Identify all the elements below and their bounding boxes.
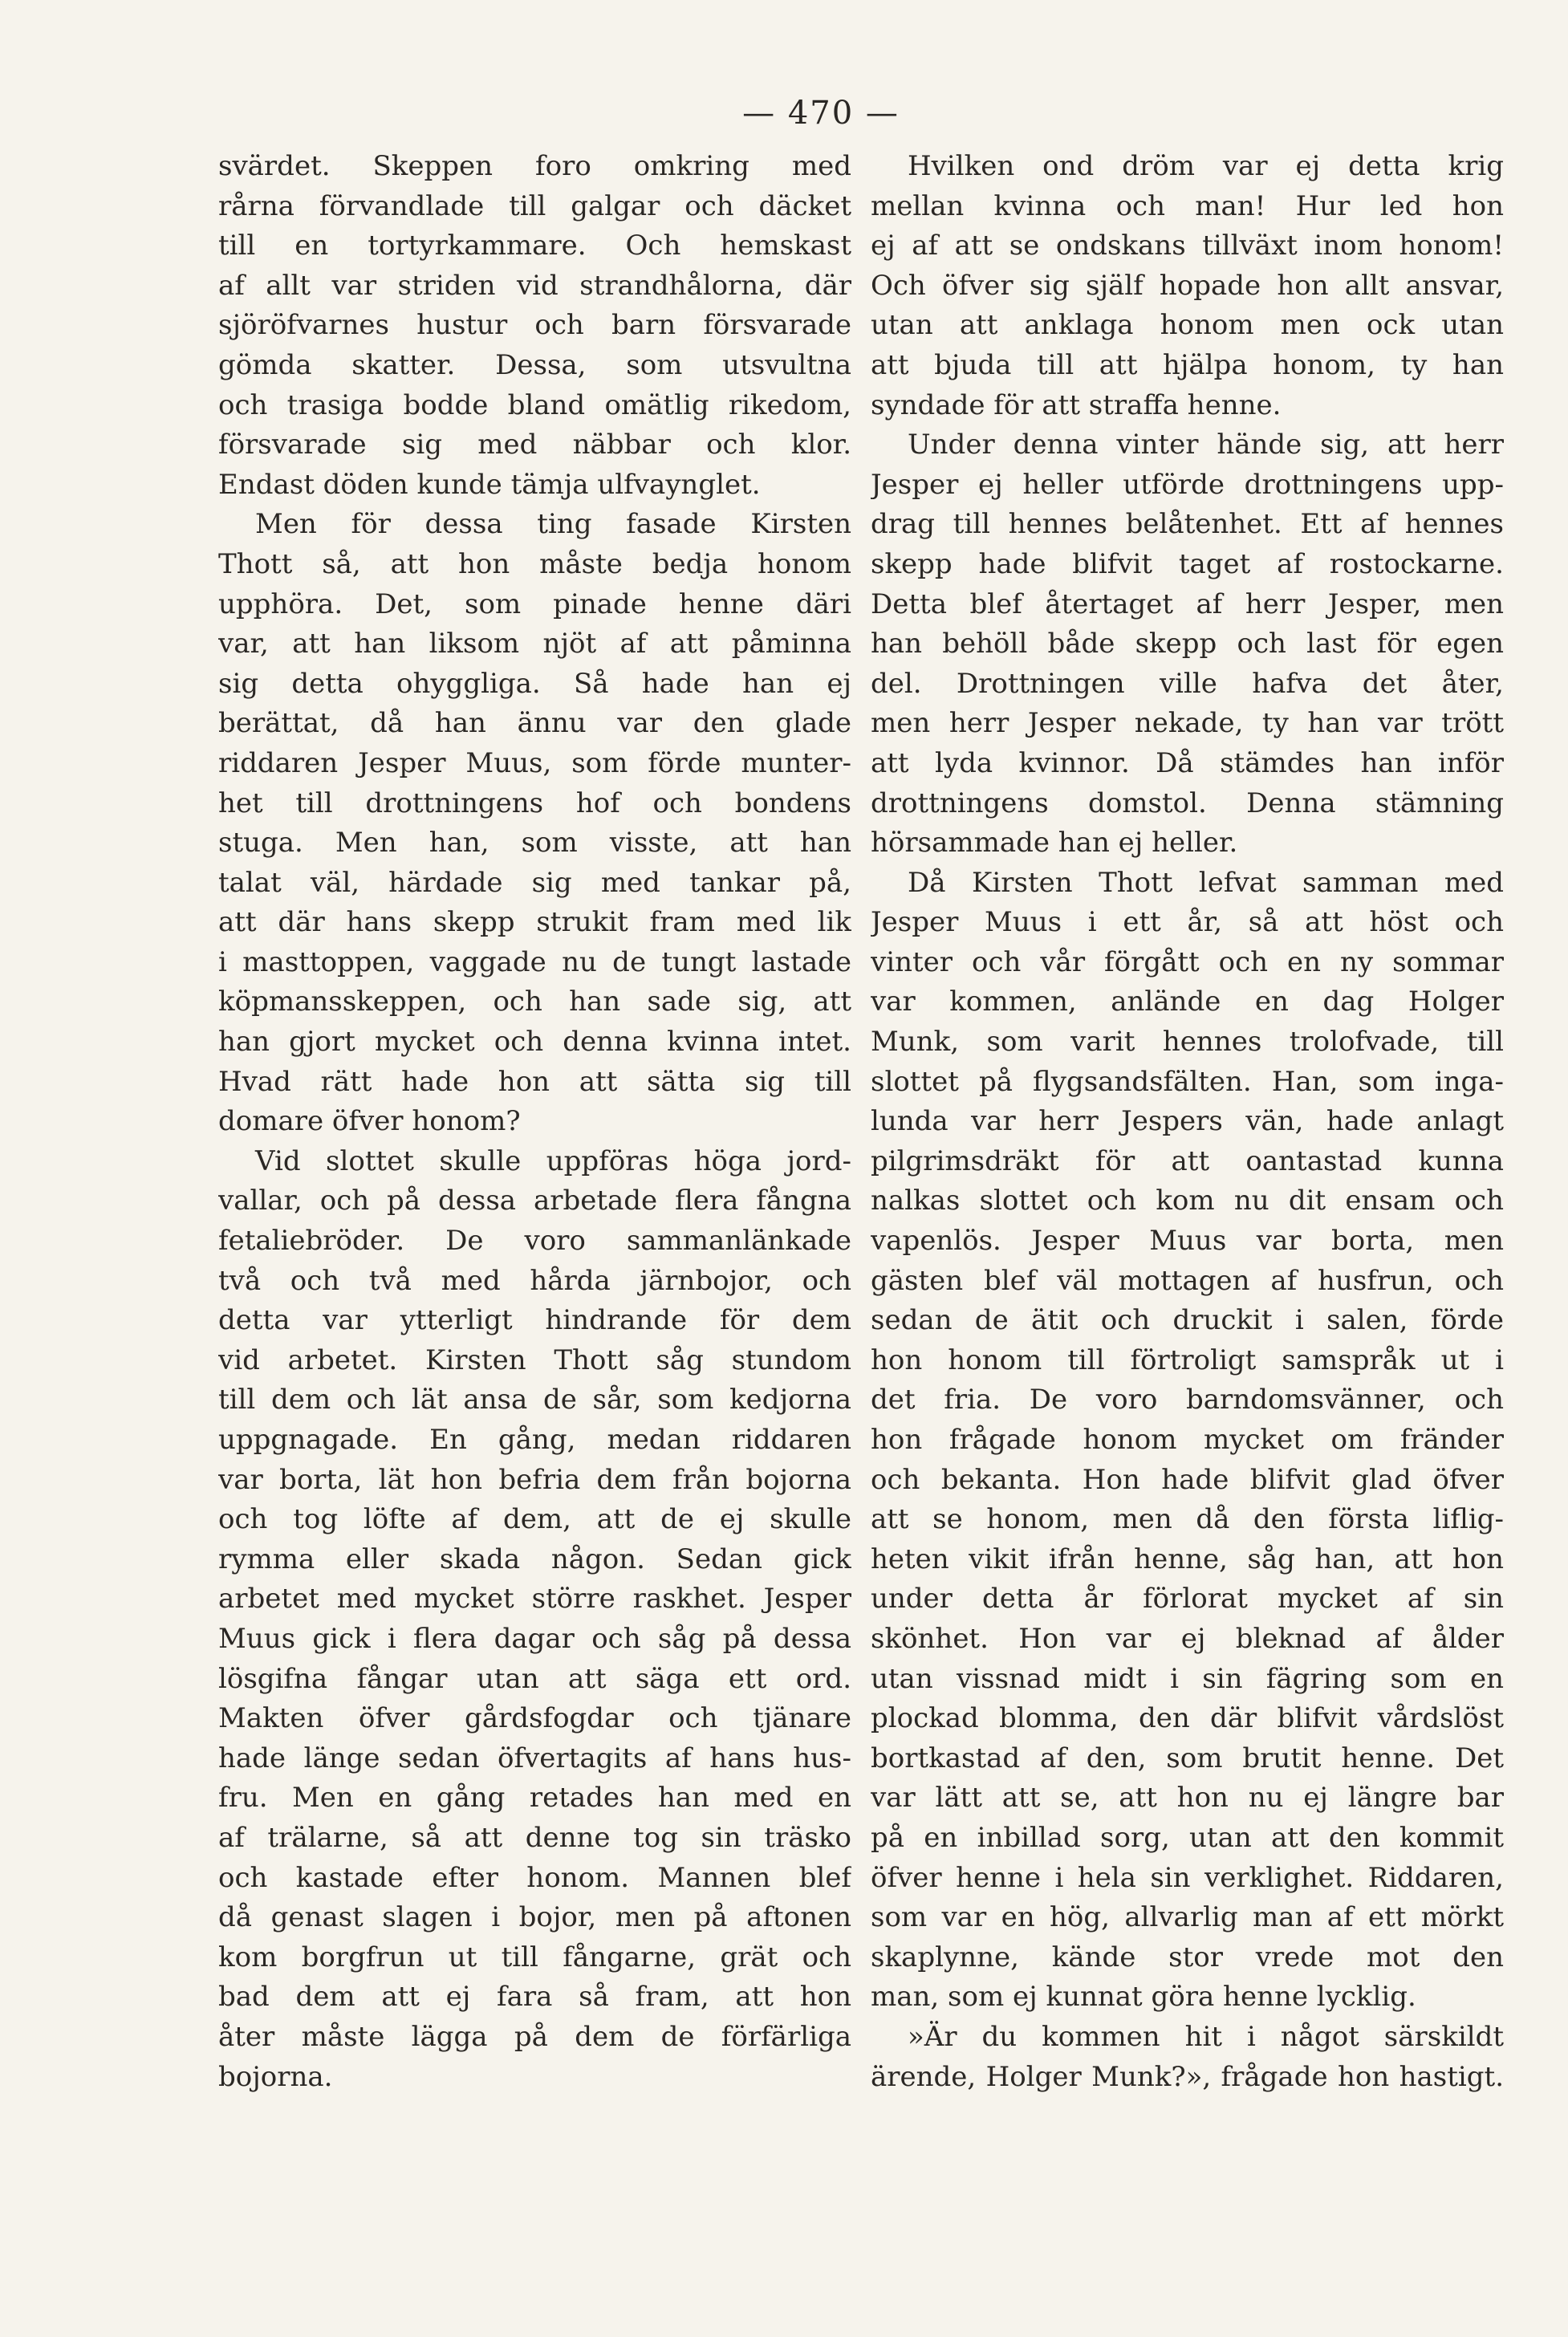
text-line: mellan kvinna och man! Hur led hon [871, 189, 1504, 222]
text-line: han gjort mycket och denna kvinna intet. [218, 1026, 851, 1059]
text-line: sig detta ohyggliga. Så hade han ej [218, 667, 851, 700]
text-line: nalkas slottet och kom nu dit ensam och [871, 1185, 1504, 1217]
text-line: berättat, då han ännu var den glade [218, 707, 851, 740]
text-line: heten vikit ifrån henne, såg han, att hon [871, 1542, 1504, 1575]
text-line: af allt var striden vid strandhålorna, där [218, 269, 851, 302]
text-line: bad dem att ej fara så fram, att hon [218, 1981, 851, 2014]
text-line: vid arbetet. Kirsten Thott såg stundom [218, 1343, 851, 1376]
text-line: i masttoppen, vaggade nu de tungt lastade [218, 945, 851, 978]
text-line: syndade för att straffa henne. [871, 388, 1282, 421]
text-line: rymma eller skada någon. Sedan gick [218, 1542, 851, 1575]
text-line: Munk, som varit hennes trolofvade, till [871, 1026, 1504, 1059]
text-line: uppgnagade. En gång, medan riddaren [218, 1424, 851, 1456]
text-line: hon frågade honom mycket om fränder [871, 1424, 1504, 1456]
text-line: Muus gick i flera dagar och såg på dessa [218, 1622, 851, 1655]
text-line: att se honom, men då den första liflig- [871, 1503, 1504, 1536]
text-line: Thott så, att hon måste bedja honom [218, 547, 851, 580]
text-line: fetaliebröder. De voro sammanlänkade [218, 1225, 851, 1258]
text-line: Men för dessa ting fasade Kirsten [255, 508, 851, 541]
text-line: slottet på flygsandsfälten. Han, som inga- [871, 1065, 1504, 1098]
right-column [871, 147, 1504, 2097]
text-line: utan att anklaga honom men ock utan [871, 309, 1504, 342]
left-column [218, 147, 851, 2097]
text-line: lunda var herr Jespers vän, hade anlagt [871, 1105, 1504, 1138]
text-line: var borta, lät hon befria dem från bojorna [218, 1463, 851, 1496]
text-line: lösgifna fångar utan att säga ett ord. [218, 1662, 851, 1695]
text-line: plockad blomma, den där blifvit vårdslöst [871, 1702, 1504, 1735]
text-line: hon honom till förtroligt samspråk ut i [871, 1343, 1504, 1376]
text-line: Endast döden kunde tämja ulfvaynglet. [218, 468, 761, 501]
text-line: men herr Jesper nekade, ty han var trött [871, 707, 1504, 740]
text-line: man, som ej kunnat göra henne lycklig. [871, 1981, 1416, 2014]
text-line: Jesper ej heller utförde drottningens upp- [871, 468, 1504, 501]
text-line: utan vissnad midt i sin fägring som en [871, 1662, 1504, 1695]
text-line: och bekanta. Hon hade blifvit glad öfver [871, 1463, 1504, 1496]
text-line: talat väl, härdade sig med tankar på, [218, 866, 851, 899]
text-line: detta var ytterligt hindrande för dem [218, 1304, 851, 1337]
text-line: riddaren Jesper Muus, som förde munter- [218, 746, 851, 779]
text-line: var kommen, anlände en dag Holger [871, 986, 1504, 1018]
text-line: det fria. De voro barndomsvänner, och [871, 1384, 1504, 1416]
text-line: till dem och lät ansa de sår, som kedjorna [218, 1384, 851, 1416]
text-line: het till drottningens hof och bondens [218, 786, 851, 819]
text-line: Jesper Muus i ett år, så att höst och [871, 906, 1504, 939]
text-line: att lyda kvinnor. Då stämdes han inför [871, 746, 1504, 779]
text-line: då genast slagen i bojor, men på aftonen [218, 1901, 851, 1934]
text-line: kom borgfrun ut till fångarne, grät och [218, 1941, 851, 1973]
text-line: köpmansskeppen, och han sade sig, att [218, 986, 851, 1018]
text-line: var, att han liksom njöt af att påminna [218, 628, 851, 660]
text-line: öfver henne i hela sin verklighet. Riddaren, [871, 1861, 1504, 1894]
text-line: Hvad rätt hade hon att sätta sig till [218, 1065, 851, 1098]
text-line: skaplynne, kände stor vrede mot den [871, 1941, 1504, 1973]
text-line: sjöröfvarnes hustur och barn försvarade [218, 309, 851, 342]
text-line: svärdet. Skeppen foro omkring med [218, 150, 851, 182]
text-line: till en tortyrkammare. Och hemskast [218, 230, 851, 262]
text-line: och trasiga bodde bland omätlig rikedom, [218, 388, 851, 421]
text-line: Hvilken ond dröm var ej detta krig [908, 150, 1504, 182]
text-line: Då Kirsten Thott lefvat samman med [908, 866, 1504, 899]
text-line: bortkastad af den, som brutit henne. Det [871, 1742, 1504, 1774]
text-line: hade länge sedan öfvertagits af hans hus- [218, 1742, 851, 1774]
text-line: domare öfver honom? [218, 1105, 521, 1138]
text-line: åter måste lägga på dem de förfärliga [218, 2020, 851, 2053]
text-line: bojorna. [218, 2060, 333, 2093]
text-line: skönhet. Hon var ej bleknad af ålder [871, 1622, 1504, 1655]
text-line: af trälarne, så att denne tog sin träsko [218, 1821, 851, 1854]
text-line: var lätt att se, att hon nu ej längre bar [871, 1782, 1504, 1815]
text-line: två och två med hårda järnbojor, och [218, 1264, 851, 1297]
text-line: försvarade sig med näbbar och klor. [218, 429, 851, 461]
text-line: arbetet med mycket större raskhet. Jesper [218, 1583, 851, 1616]
text-line: skepp hade blifvit taget af rostockarne. [871, 547, 1504, 580]
text-line: fru. Men en gång retades han med en [218, 1782, 851, 1815]
text-line: del. Drottningen ville hafva det åter, [871, 667, 1504, 700]
text-line: gästen blef väl mottagen af husfrun, och [871, 1264, 1504, 1297]
text-line: rårna förvandlade till galgar och däcket [218, 189, 851, 222]
text-line: vallar, och på dessa arbetade flera fångna [218, 1185, 851, 1217]
text-line: Och öfver sig själf hopade hon allt ansvar, [871, 269, 1504, 302]
text-line: att bjuda till att hjälpa honom, ty han [871, 348, 1504, 381]
text-line: vapenlös. Jesper Muus var borta, men [871, 1225, 1504, 1258]
text-line: som var en hög, allvarlig man af ett mörkt [871, 1901, 1504, 1934]
text-line: stuga. Men han, som visste, att han [218, 827, 851, 860]
text-line: han behöll både skepp och last för egen [871, 628, 1504, 660]
text-line: Vid slottet skulle uppföras höga jord- [255, 1144, 851, 1177]
text-line: att där hans skepp strukit fram med lik [218, 906, 851, 939]
text-line: under detta år förlorat mycket af sin [871, 1583, 1504, 1616]
text-line: upphöra. Det, som pinade henne däri [218, 587, 851, 620]
text-line: »Är du kommen hit i något särskildt [908, 2020, 1504, 2053]
text-line: Makten öfver gårdsfogdar och tjänare [218, 1702, 851, 1735]
text-line: ej af att se ondskans tillväxt inom honom! [871, 230, 1504, 262]
text-line: Detta blef återtaget af herr Jesper, men [871, 587, 1504, 620]
text-line: och kastade efter honom. Mannen blef [218, 1861, 851, 1894]
text-line: gömda skatter. Dessa, som utsvultna [218, 348, 851, 381]
text-line: vinter och vår förgått och en ny sommar [871, 945, 1504, 978]
text-line: och tog löfte af dem, att de ej skulle [218, 1503, 851, 1536]
text-line: drottningens domstol. Denna stämning [871, 786, 1504, 819]
text-line: Under denna vinter hände sig, att herr [908, 429, 1504, 461]
page-number: — 470 — [742, 95, 900, 132]
text-line: drag till hennes belåtenhet. Ett af hennes [871, 508, 1504, 541]
text-line: hörsammade han ej heller. [871, 827, 1238, 860]
text-line: ärende, Holger Munk?», frågade hon hastigt. [871, 2060, 1504, 2093]
text-line: sedan de ätit och druckit i salen, förde [871, 1304, 1504, 1337]
text-line: på en inbillad sorg, utan att den kommit [871, 1821, 1504, 1854]
text-line: pilgrimsdräkt för att oantastad kunna [871, 1144, 1504, 1177]
